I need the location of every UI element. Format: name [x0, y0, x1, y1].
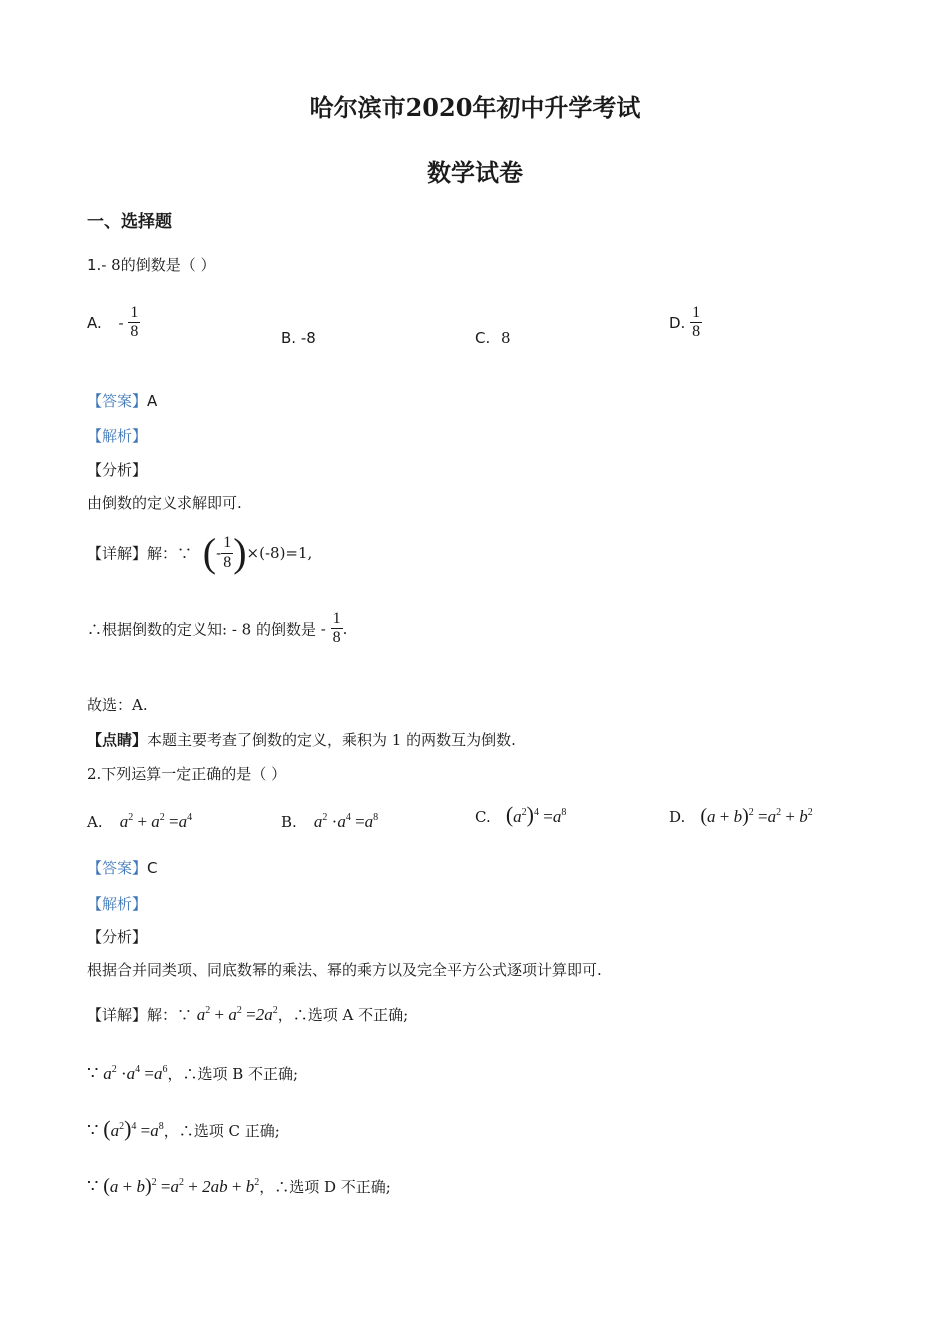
q2-detail-line3 — [87, 1116, 280, 1142]
comment-tag: 【点睛】 — [87, 731, 148, 749]
q1-choose: 故选：A. — [87, 696, 148, 714]
option-label: A. — [87, 813, 103, 831]
q2-detail-line1 — [87, 1004, 408, 1025]
numerator: 1 — [128, 304, 140, 323]
detail-tag: 【详解】解：∵ — [87, 544, 193, 563]
option-label: D. — [669, 313, 686, 332]
detail-formula: $(a^2)^4 =a^8$ — [103, 1116, 164, 1141]
q2-detail-line2 — [87, 1063, 298, 1084]
q1-stem-text: - 8的倒数是（ ） — [101, 256, 216, 274]
denominator: 8 — [692, 323, 701, 341]
q1-option-c — [475, 329, 511, 347]
page-subtitle: 数学试卷 — [427, 158, 523, 187]
q1-detail — [87, 530, 313, 575]
q1-answer — [87, 390, 157, 411]
minus-sign: - — [118, 313, 124, 332]
because-symbol: ∵ — [87, 1120, 99, 1141]
answer-value: A — [147, 392, 158, 410]
fraction — [331, 610, 343, 648]
because-symbol: ∵ — [87, 1176, 99, 1197]
q1-fenxi: 由倒数的定义求解即可. — [87, 494, 242, 512]
q2-detail-line4 — [87, 1175, 391, 1198]
q1-option-a — [87, 304, 140, 342]
q1-option-d — [669, 304, 702, 342]
option-label: C. — [475, 329, 491, 347]
detail-conclusion: ，∴选项 C 正确; — [163, 1122, 280, 1140]
fraction — [128, 304, 140, 342]
numerator: 1 — [221, 534, 233, 553]
q2-fenxi-tag: 【分析】 — [87, 928, 148, 946]
q1-comment — [87, 729, 516, 750]
right-paren: ) — [233, 530, 247, 575]
fraction — [221, 534, 233, 572]
numerator: 1 — [331, 610, 343, 629]
comment-text: 本题主要考查了倒数的定义，乘积为 1 的两数互为倒数. — [147, 731, 516, 749]
q1-number: 1. — [87, 256, 102, 274]
option-label: B. — [281, 813, 297, 831]
option-formula: $a^2 \cdot a^4 =a^8$ — [313, 812, 379, 831]
option-formula: $a^2 + a^2 =a^4$ — [119, 812, 193, 831]
q2-option-c — [475, 802, 566, 828]
minus-sign: - — [320, 619, 326, 638]
option-label: C. — [475, 808, 491, 826]
q2-option-a — [87, 812, 192, 832]
minus-sign: - — [216, 544, 222, 562]
q1-option-b: B. -8 — [281, 329, 316, 347]
q2-analysis-tag: 【解析】 — [87, 895, 148, 913]
because-symbol: ∵ — [87, 1063, 99, 1084]
numerator: 1 — [690, 304, 702, 323]
answer-tag: 【答案】 — [87, 392, 148, 410]
fraction — [690, 304, 702, 342]
answer-value: C — [147, 859, 158, 877]
q1-analysis-tag: 【解析】 — [87, 427, 148, 445]
q2-fenxi: 根据合并同类项、同底数幂的乘法、幂的乘方以及完全平方公式逐项计算即可. — [87, 961, 602, 979]
detail-conclusion: ，∴选项 A 不正确; — [277, 1006, 409, 1024]
detail-conclusion: ，∴选项 B 不正确; — [167, 1065, 299, 1083]
therefore-text: ∴根据倒数的定义知: - 8 的倒数是 — [87, 620, 316, 639]
option-formula: $(a + b)^2 =a^2 + b^2$ — [700, 805, 813, 827]
denominator: 8 — [332, 629, 341, 647]
q2-option-d — [669, 805, 813, 828]
q2-option-b — [281, 812, 378, 832]
answer-tag: 【答案】 — [87, 859, 148, 877]
q2-stem: 2.下列运算一定正确的是（ ） — [87, 765, 287, 783]
left-paren: ( — [202, 530, 217, 575]
denominator: 8 — [223, 553, 232, 571]
period: . — [342, 619, 348, 638]
detail-tag: 【详解】解：∵ — [87, 1006, 193, 1024]
q1-fenxi-tag: 【分析】 — [87, 461, 148, 479]
page-title: 哈尔滨市2020年初中升学考试 — [309, 93, 641, 122]
detail-conclusion: ，∴选项 D 不正确; — [259, 1178, 391, 1196]
q1-therefore — [87, 610, 347, 648]
detail-expression: ×(-8)=1, — [246, 544, 313, 562]
detail-formula: $a^2 + a^2 =2a^2$ — [196, 1005, 278, 1024]
q2-answer — [87, 857, 158, 878]
detail-formula: $a^2 \cdot a^4 =a^6$ — [103, 1064, 168, 1083]
section-heading: 一、选择题 — [87, 212, 172, 232]
option-formula: $(a^2)^4 =a^8$ — [505, 802, 567, 827]
q1-stem — [87, 254, 215, 275]
option-label: D. — [669, 808, 686, 826]
option-label: A. — [87, 313, 102, 332]
detail-formula: $(a + b)^2 =a^2 + 2ab + b^2$ — [103, 1175, 260, 1197]
denominator: 8 — [130, 323, 139, 341]
option-value: 8 — [501, 329, 511, 347]
